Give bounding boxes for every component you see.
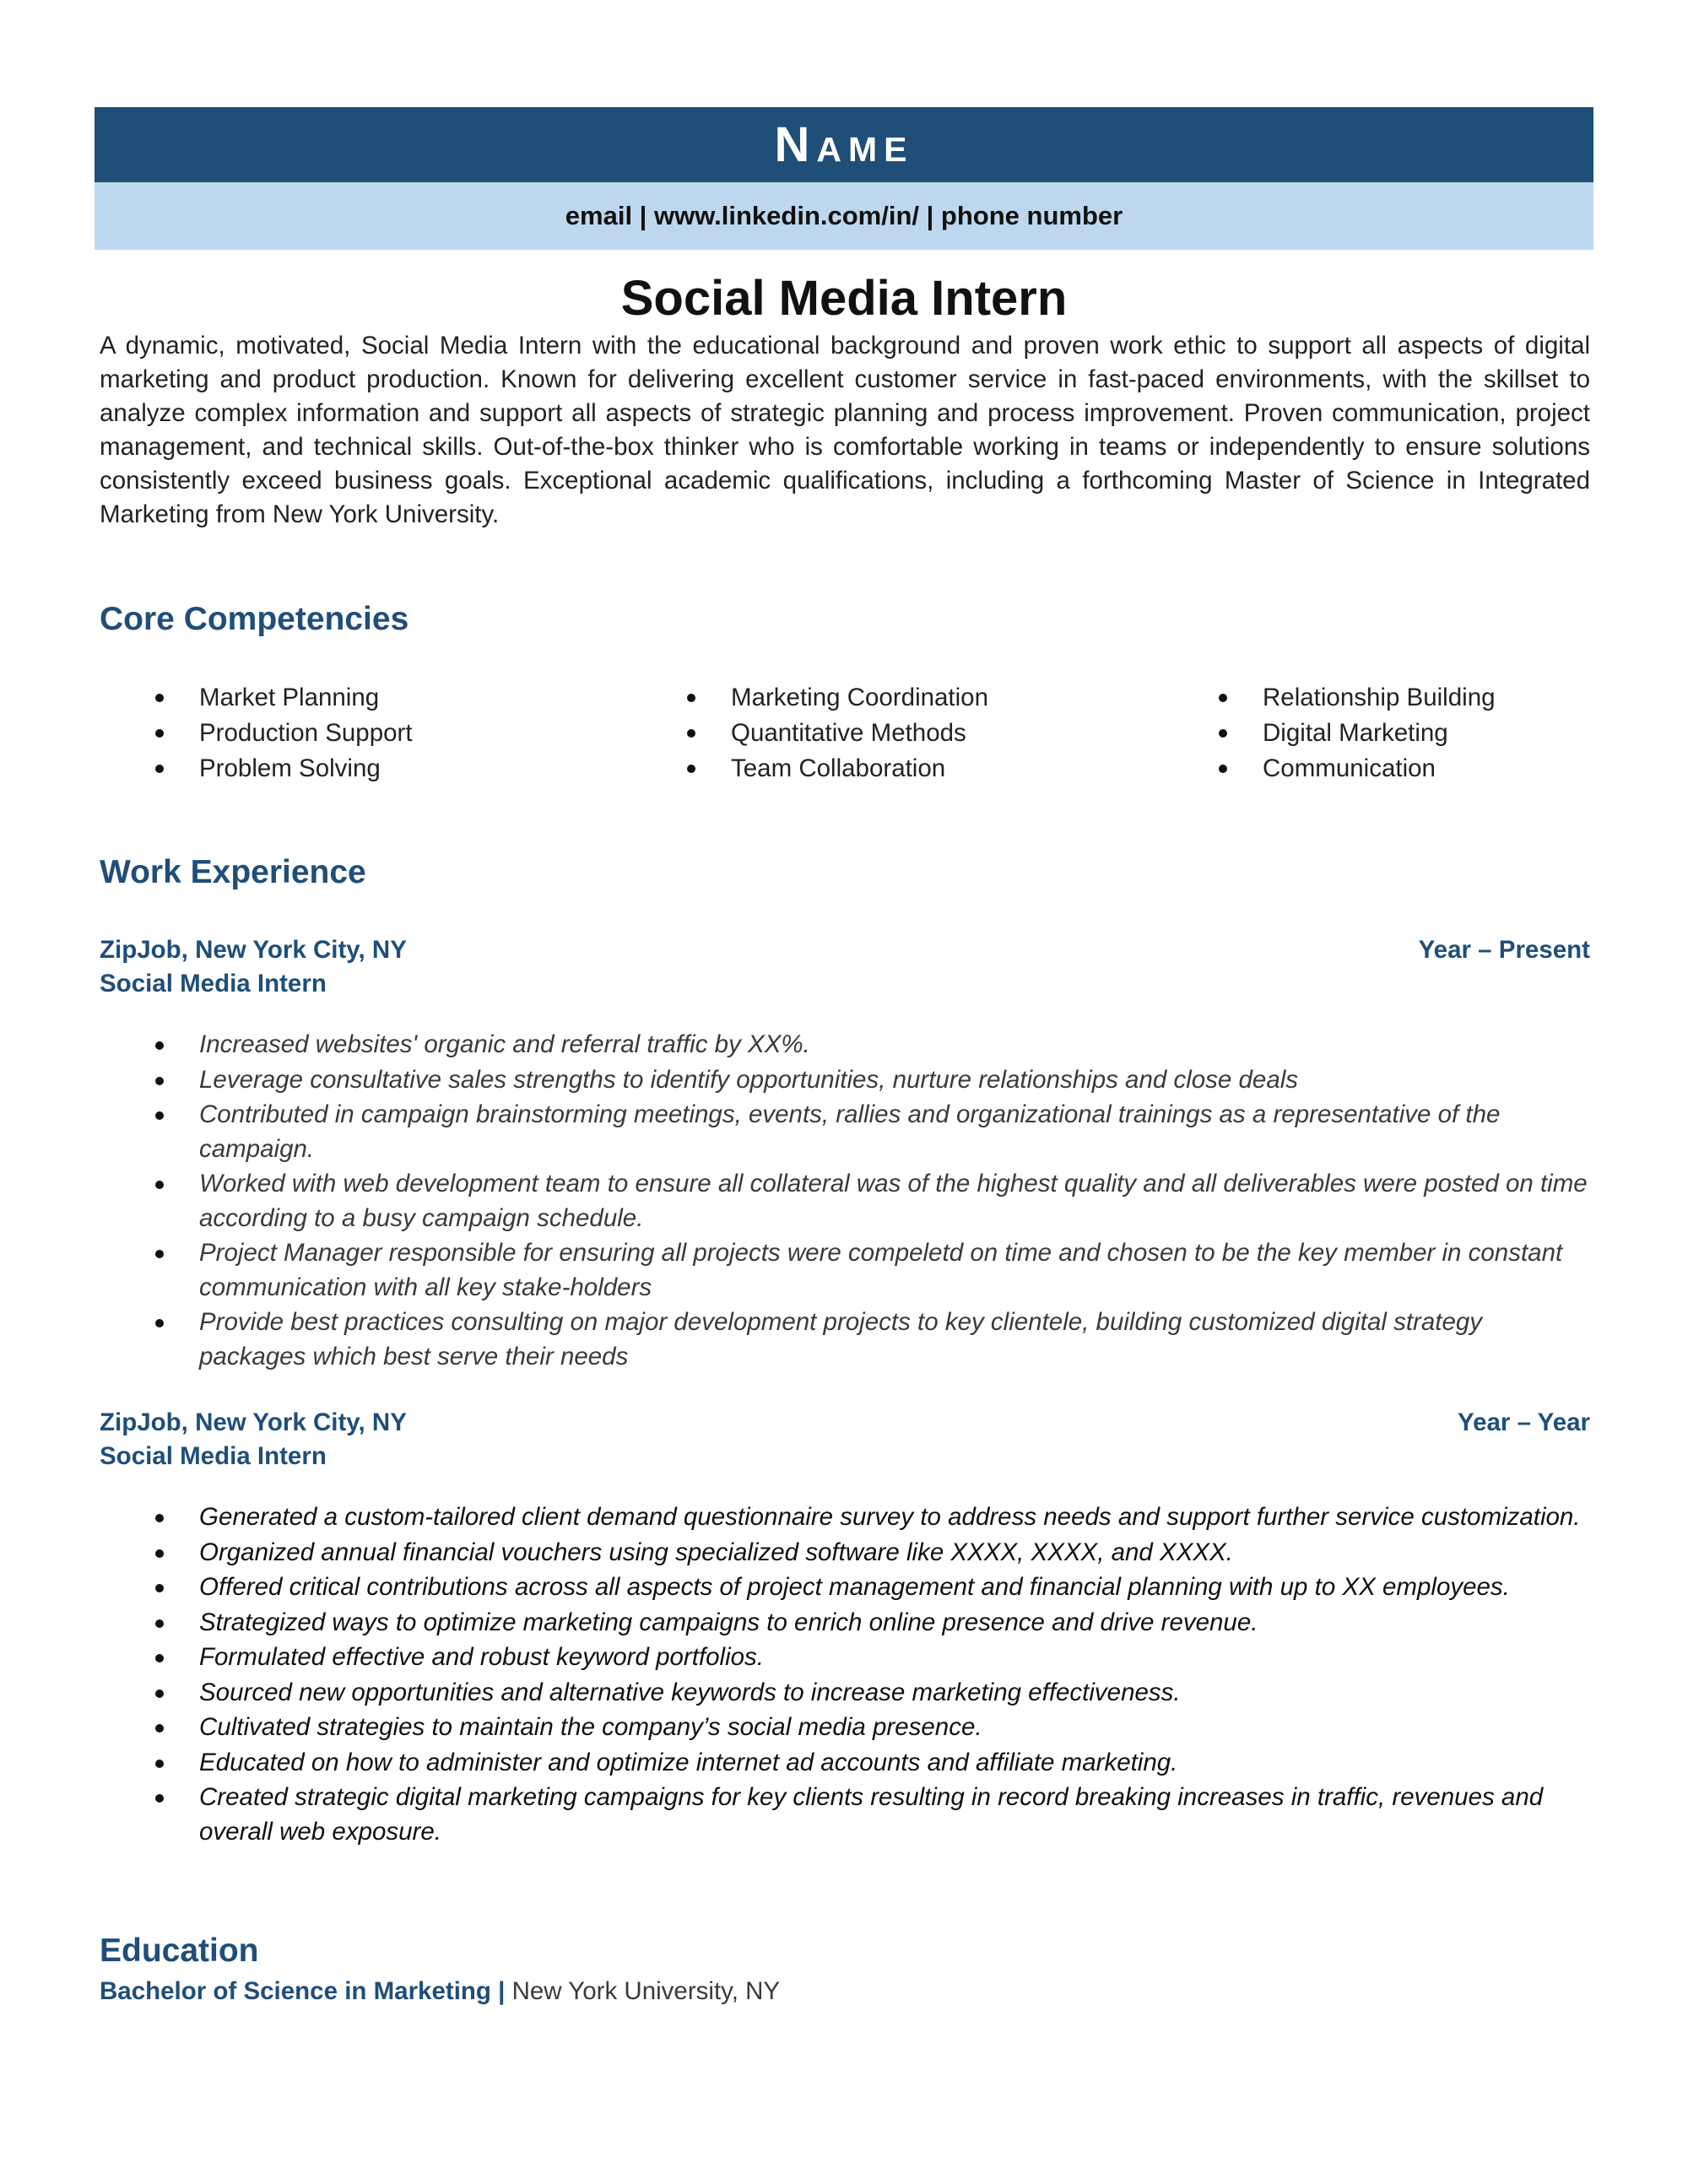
name-banner xyxy=(95,107,1593,182)
job-1-dates: Year – Present xyxy=(1418,936,1590,964)
core-competencies-heading: Core Competencies xyxy=(100,601,409,637)
resume-title: Social Media Intern xyxy=(620,271,1068,326)
job-bullet: Created strategic digital marketing campaigns for key clients resulting in record breaking increases in traffic, revenues and overall web exposure. xyxy=(100,1781,1590,1849)
candidate-name: Name xyxy=(774,117,914,172)
work-experience-heading: Work Experience xyxy=(100,854,366,890)
education-school: New York University, NY xyxy=(511,1977,781,2005)
job-bullet: Offered critical contributions across all aspects of project management and financial planning with up to XX employees. xyxy=(100,1570,1590,1605)
job-bullet: Provide best practices consulting on major development projects to key clientele, building customized digital strategy packages which best serve their needs xyxy=(100,1306,1590,1374)
professional-summary: A dynamic, motivated, Social Media Intern with the educational background and proven work ethic to support all aspects of digital marketing and product production. Known for delivering excellent customer service in fast-paced environments, with the skillset to analyze complex information and support all aspects of strategic planning and process improvement. Proven communication, project management, and technical skills. Out-of-the-box thinker who is comfortable working in teams or independently to ensure solutions consistently exceed business goals. Exceptional academic qualifications, including a forthcoming Master of Science in Integrated Marketing from New York University. xyxy=(100,332,1590,528)
job-bullet: Project Manager responsible for ensuring all projects were compeletd on time and chosen to be the key member in constant communication with all key stake-holders xyxy=(100,1236,1590,1305)
education-degree: Bachelor of Science in Marketing | xyxy=(100,1977,506,2005)
job-bullet: Organized annual financial vouchers using specialized software like XXXX, XXXX, and XXXX. xyxy=(100,1536,1590,1570)
competency-item: Communication xyxy=(1163,751,1496,787)
contact-banner xyxy=(95,182,1593,250)
competency-item: Problem Solving xyxy=(100,751,413,787)
competency-item: Quantitative Methods xyxy=(631,716,988,751)
competency-item: Marketing Coordination xyxy=(631,680,988,716)
job-2-role: Social Media Intern xyxy=(100,1442,327,1470)
job-bullet: Sourced new opportunities and alternative keywords to increase marketing effectiveness. xyxy=(100,1676,1590,1711)
competency-item: Digital Marketing xyxy=(1163,716,1496,751)
job-2-header xyxy=(100,1406,1590,1440)
job-bullet: Leverage consultative sales strengths to identify opportunities, nurture relationships and close deals xyxy=(100,1063,1590,1098)
job-1-bullets xyxy=(100,1028,1590,1375)
job-bullet: Cultivated strategies to maintain the company’s social media presence. xyxy=(100,1711,1590,1745)
job-bullet: Generated a custom-tailored client demand questionnaire survey to address needs and support further service customization. xyxy=(100,1500,1590,1535)
education-entry xyxy=(100,1975,780,2008)
job-2-company: ZipJob, New York City, NY xyxy=(100,1408,407,1436)
job-1-header xyxy=(100,933,1590,967)
job-bullet: Increased websites' organic and referral traffic by XX%. xyxy=(100,1028,1590,1062)
job-bullet: Educated on how to administer and optimize internet ad accounts and affiliate marketing. xyxy=(100,1746,1590,1781)
job-bullet: Worked with web development team to ensure all collateral was of the highest quality and all deliverables were posted on time according to a busy campaign schedule. xyxy=(100,1167,1590,1235)
education-heading: Education xyxy=(100,1933,259,1969)
job-bullet: Contributed in campaign brainstorming meetings, events, rallies and organizational trainings as a representative of the campaign. xyxy=(100,1098,1590,1166)
job-1-company: ZipJob, New York City, NY xyxy=(100,936,407,964)
contact-info: email | www.linkedin.com/in/ | phone number xyxy=(565,201,1123,230)
competency-item: Team Collaboration xyxy=(631,751,988,787)
job-2-bullets xyxy=(100,1500,1590,1850)
job-bullet: Formulated effective and robust keyword portfolios. xyxy=(100,1641,1590,1675)
competencies-column-2 xyxy=(631,680,988,787)
job-1-role: Social Media Intern xyxy=(100,970,327,997)
competencies-column-1 xyxy=(100,680,413,787)
competency-item: Production Support xyxy=(100,716,413,751)
job-2-dates: Year – Year xyxy=(1458,1408,1590,1436)
job-bullet: Strategized ways to optimize marketing campaigns to enrich online presence and drive revenue. xyxy=(100,1606,1590,1641)
competency-item: Market Planning xyxy=(100,680,413,716)
competencies-column-3 xyxy=(1163,680,1496,787)
competency-item: Relationship Building xyxy=(1163,680,1496,716)
